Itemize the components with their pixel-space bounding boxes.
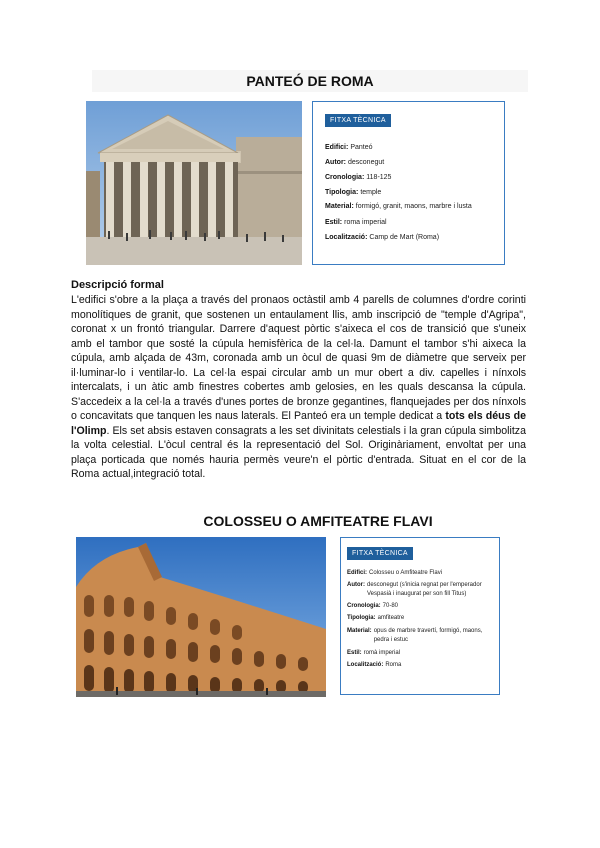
description-text-end: . Els set absis estaven consagrats a les set divinitats celestials i la gran cúpula simbolitza la volta celestial. L'òcul central és la representació del Sol. Originàriament, envoltat per una plaça porticada que només hauria permès veure'n el pòrtic d'entrada. Situat en el cor de la Roma actual,integració total.: [71, 424, 526, 480]
fact-value: opus de marbre travertí, formigó, maons, pedra i estuc: [373, 627, 483, 643]
fact-value: roma imperial: [344, 219, 387, 226]
fact-label: Cronologia:: [325, 174, 365, 181]
fact-card-pantheon: [312, 101, 505, 265]
fact-value: 118-125: [366, 174, 392, 181]
description-text-start: L'edifici s'obre a la plaça a través del pronaos octàstil amb 4 parells de columnes d'ordre corinti monolítiques de granit, que sostenen un entaulament llis, amb inscripció de "temple d'Agripa", coronat x un frontó triangular. Darrere d'aquest pòrtic s'aixeca el cos de transició que s'uneix amb el tambor que sosté la cúpula hemisfèrica de la cel·la. Damunt el tambor s'hi aixeca la cúpula, amb alçada de 43m, coronada amb un òcul de quasi 9m de diàmetre que serveix per il·luminar-lo i ventilar-lo. La cel·la espai circular amb un mur obert a div. capelles i nínxols intercalats, i un àtic amb finestres cobertes amb gelosies, en les quals descansa la cúpula. S'accedeix a la cel·la a través d'unes portes de bronze gegantines, flanquejades per dos nínxols o concavitats que tanquen les naus laterals. El Panteó era un temple dedicat a: [71, 294, 526, 422]
pantheon-photo: [86, 101, 302, 265]
colosseum-photo: [76, 537, 326, 697]
fact-value: 70-80: [382, 602, 399, 609]
fact-value: desconegut: [348, 159, 385, 166]
fact-row-style: [347, 649, 497, 659]
fact-card-heading: FITXA TÈCNICA: [347, 547, 413, 560]
description-text-bold: tots els déus de l'Olimp: [71, 410, 526, 437]
fact-row-material: [347, 627, 497, 646]
fact-label: Cronologia:: [347, 602, 381, 609]
fact-value: temple: [360, 189, 382, 196]
fact-card-heading: FITXA TÈCNICA: [325, 114, 391, 127]
fact-value: desconegut (s'inicia regnat per l'emperador Vespasià i inaugurat per son fill Titus): [367, 581, 482, 597]
fact-value: amfiteatre: [377, 615, 405, 621]
fact-row-building: [325, 140, 497, 155]
fact-value: Camp de Mart (Roma): [369, 234, 440, 241]
description-heading: Descripció formal: [71, 279, 164, 291]
fact-label: Tipologia:: [325, 189, 359, 196]
fact-label: Localització:: [347, 662, 384, 668]
fact-row-typology: [347, 614, 497, 624]
fact-value: Colosseu o Amfiteatre Flavi: [369, 570, 443, 576]
fact-label: Estil:: [347, 649, 362, 656]
fact-row-typology: [325, 185, 497, 200]
fact-value: formigó, granit, maons, marbre i lusta: [355, 203, 472, 210]
fact-row-location: [325, 230, 497, 245]
section-title-colosseum: COLOSSEU O AMFITEATRE FLAVI: [203, 513, 433, 529]
section-title-pantheon: PANTEÓ DE ROMA: [246, 73, 374, 89]
fact-label: Tipologia:: [347, 615, 376, 621]
fact-label: Material:: [325, 203, 354, 210]
fact-card-colosseum: [340, 537, 500, 695]
fact-row-chronology: [347, 602, 497, 612]
fact-row-author: [347, 581, 497, 600]
fact-value: romà imperial: [363, 649, 401, 656]
fact-label: Autor:: [325, 159, 346, 166]
fact-card-rows: [347, 569, 497, 671]
description-paragraph: [71, 293, 526, 482]
fact-row-author: [325, 155, 497, 170]
fact-row-location: [347, 661, 497, 671]
fact-row-chronology: [325, 170, 497, 185]
fact-value: Roma: [385, 662, 402, 668]
fact-label: Edifici:: [325, 144, 349, 151]
fact-card-rows: [325, 140, 497, 245]
fact-row-style: [325, 215, 497, 230]
fact-row-building: [347, 569, 497, 579]
fact-label: Material:: [347, 627, 372, 634]
fact-row-material: [325, 202, 497, 212]
fact-value: Panteó: [350, 144, 373, 151]
fact-label: Estil:: [325, 219, 343, 226]
fact-label: Autor:: [347, 581, 365, 588]
fact-label: Localització:: [325, 234, 368, 241]
fact-label: Edifici:: [347, 570, 368, 576]
